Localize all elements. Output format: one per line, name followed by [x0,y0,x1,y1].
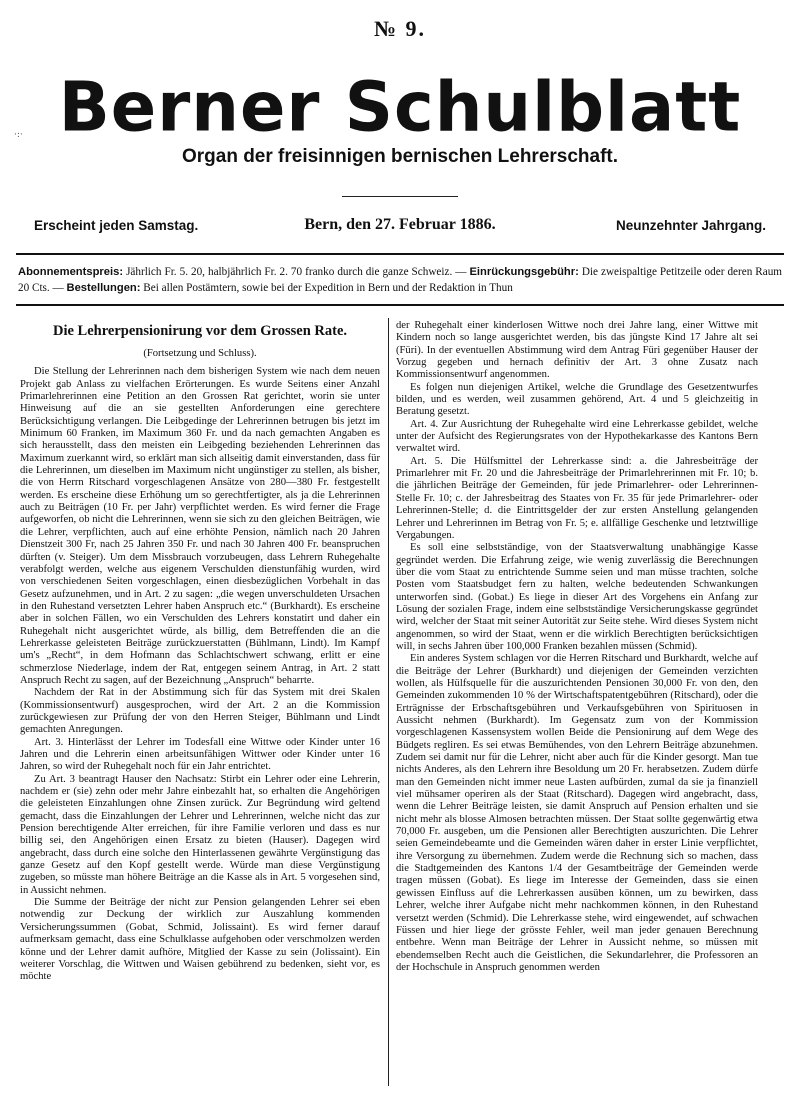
advertising-label: Einrückungsgebühr: [469,266,579,278]
masthead-subtitle: Organ der freisinnigen bernischen Lehrerschaft. [181,146,619,167]
masthead-title: Berner Schulblatt [58,67,742,147]
publication-date: Bern, den 27. Februar 1886. [304,216,496,233]
article-paragraph: Zu Art. 3 beantragt Hauser den Nachsatz: Stirbt ein Lehrer oder eine Lehrerin, nachdem er (sie) zehn oder mehr Jahre einbezahlt hat, so erhalten die Angehörigen die geleisteten Einzahlungen ohne Zinsen zurück. Zur Begründung wird geltend gemacht, dass die Einzahlungen der Lehrer und Lehrerinnen, welche nicht das zur Pension berechtigende Alter erreichen, für ihre Familie verloren und dass es nur billig sei, den Angehörigen einen Ersatz zu bieten (Hauser). Dagegen wird angebracht, dass durch eine solche den Hinterlassenen gewährte Vergünstigung das ganze Gesetz auf den Kopf gestellt werde. Würde man diese Vergünstigung zugeben, so müsste man höhere Beiträge an die Kasse als in Art. 5 vorgesehen sind, in Aussicht nehmen. [20,773,380,896]
print-speck: ·:· [14,130,23,140]
article-paragraph: Ein anderes System schlagen vor die Herren Ritschard und Burkhardt, welche auf die Beiträge der Lehrer (Burkhardt) und diejenigen der Gemeinden verzichten wollen, als Hülfsquelle für die auszurichtenden Pensionen 30,000 Fr. von den, den Gemeinden zukommenden 10 % der Wirtschaftspatentgebühren (Ritschard), oder die Erträgnisse der Erbschaftsgebühren und Verkaufsgebühren von Spirituosen in Aussicht nehmen (Burkhardt). Im Gegensatz zum von der Kommission vorgeschlagenen Kassensystem wollen Beide die Pensionirung auf dem Wege des Büdgets regliren. Es sei etwas Bemühendes, von den Lehrern Beiträge abzunehmen. Zudem sei damit nur für die Lehrer, nicht aber auch für die Kinder gesorgt. Man tue nichts Anderes, als den Lehrern ihre Besoldung um 20 Fr. herabsetzen. Zudem dürfe man den Gemeinden nicht immer neue Lasten aufbürden, zumal da sie ja finanziell viel mühsamer operiren als der Staat (Ritschard). Dagegen wird angebracht, dass, wenn die Lehrer Beiträge leisten, sie damit Anspruch auf Pension erhalten und sie nicht mehr als blosse Almosen betrachten müssen. Der Staat sollte gegenwärtig etwa 70,000 Fr. ausgeben, um die Pensionen aller Berechtigten auszurichten. Die Lehrer seien Gemeindebeamte und die Gemeinden wären daher in erster Linie verpflichtet, ihre Versorgung zu übernehmen. Zudem werde die Rechnung sich so machen, dass die Stadtgemeinden des Kantons 1/4 der Gesamtbeiträge der Gemeinden werde tragen müssen (Gobat). Es liege im Interesse der Gemeinden, dass sie einen gewissen Einfluss auf die Lehrerkassen ausüben können, um zu bewirken, dass Lehrer, welche ihrer Aufgabe nicht mehr nachkommen können, in den Ruhestand versetzt werden (Schmid). Die Lehrerkasse stehe, wird eingewendet, auf schwachen Füssen und hier liege der grösste Fehler, weil man jeder genauen Berechnung entbehre. Wenn man Beiträge der Lehrer in Aussicht nehme, so müssen mit ebendemselben Recht auch die Geistlichen, die Sekundarlehrer, die Professoren an der Hochschule in Anspruch genommen werden [396,653,758,973]
article-paragraph: Es folgen nun diejenigen Artikel, welche die Grundlage des Gesetzentwurfes bilden, und es werden, weil zusammen gehörend, Art. 4 und 5 gleichzeitig in Beratung gesetzt. [396,381,758,418]
article-paragraph: der Ruhegehalt einer kinderlosen Wittwe noch drei Jahre lang, einer Wittwe mit Kindern noch so lange ausgerichtet werden, bis das jüngste Kind 17 Jahre alt sei (Füri). In der eventuellen Abstimmung wird dem Antrag Füri gegenüber Hauser der Vorzug gegeben und hernach definitiv der Art. 3 ohne Zusatz nach Kommissionsentwurf angenommen. [396,320,758,381]
article-paragraph: Art. 3. Hinterlässt der Lehrer im Todesfall eine Wittwe oder Kinder unter 16 Jahren und die Lehrerin einen arbeitsunfähigen Wittwer oder Kinder unter 16 Jahren, so wird der Ruhegehalt noch für ein Jahr entrichtet. [20,736,380,773]
advertising-text: Die zweispaltige Petitzeile oder deren Raum 20 Cts. — [18,266,783,294]
divider [342,196,458,197]
article-paragraph: Die Stellung der Lehrerinnen nach dem bisherigen System wie nach dem neuen Projekt gab Anlass zu vielfachen Erörterungen. Es wurde Seitens einer Anzahl Primarlehrerinnen eine Petition an den Grossen Rat gerichtet, worin sie unter Hinweisung auf die an sie gestellten Anforderungen eine gerechtere Berücksichtigung verlangen. Die Leibgedinge der Lehrerinnen betrugen bis jetzt im Minimum 60 Franken, im Maximum 360 Fr. und da nach gemachten Angaben es sich herausstellt, dass den meisten ein Leibgeding beziehenden Lehrerinnen das Maximum zuerkannt wird, so erklärt man sich allseitig damit einverstanden, dass für die Lehrerinnen, um dieselben im Maximum nicht ungünstiger zu stellen, als bisher, die von Herrn Ritschard vorgeschlagenen Ansätze von 280—380 Fr. festgestellt werden. Es erscheine diese Erhöhung um so gerechtfertigter, als ja die Lehrerinnen auch zu Beiträgen (10 Fr. per Jahr) verpflichtet werden. Es wird ferner die Frage aufgeworfen, ob nicht die Lehrerinnen, wenn sie sich zu den gleichen Beiträgen, wie die Lehrer, verpflichten, auch auf eine erhöhte Pension, nämlich nach 20 Jahren Dienstzeit 300 Fr, nach 25 Jahren 350 Fr. und nach 30 Jahren 400 Fr. beanspruchen dürften (v. Steiger). Um dem Missbrauch vorzubeugen, dass Lehrern Ruhegehalte verabfolgt werden, welche aus eigenem Verschulden dienstunfähig wurden, wird von verschiedenen Seiten vorgeschlagen, einen diesbezüglichen Vorbehalt in das Gesetz aufzunehmen, und in Art. 2 zu sagen: „die wegen unverschuldeten Ursachen in den Ruhestand versetzten Lehrer haben Anspruch etc.“ (Burkhardt). Es erscheine aber in solchen Fällen, wo ein Verschulden des Lehrers konstatirt und daher ein Ruhegehalt nicht ausgerichtet würde, als billig, dem Betreffenden die an die Lehrerkasse geleisteten Beiträge zurückzuerstatten (Bühlmann, Lindt). Im Kampf um's „Recht“, in dem Hofmann das Schlachtschwert schwang, erlitt er eine schmerzlose Niederlage, indem der Rat, entgegen seinem Antrag, in Art. 2 statt Anspruch Recht zu sagen, auf der Bezeichnung „Anspruch“ beharrte. [20,366,380,686]
publication-volume: Neunzehnter Jahrgang. [615,218,766,233]
article-column-right [396,320,758,974]
divider [16,304,784,306]
column-divider [388,318,389,1086]
publication-frequency: Erscheint jeden Samstag. [34,218,199,233]
subscription-text: Jährlich Fr. 5. 20, halbjährlich Fr. 2. 70 franko durch die ganze Schweiz. — [123,266,470,278]
issue-number: № 9. [373,16,427,41]
article-paragraph: Es soll eine selbstständige, von der Staatsverwaltung unabhängige Kasse gegründet werden. Die Erfahrung zeige, wie wenig zuverlässig die Berechnungen über die vom Staat zu entrichtende Summe seien und man müsse trachten, solche Posten vom Staatsbudget fern zu halten, welche bedeutenden Schwankungen unterworfen sind. (Gobat.) Es liege in dieser Art des Vorgehens ein Anfang zur Lösung der sozialen Frage, indem eine selbstständige Versicherungskasse gegründet wird, welcher der Staat mit seiner Autorität zur Seite stehe. Wird dieses System nicht angenommen, so wird der Staat, wenn er die wirklich Berechtigten berücksichtigen will, in sechs Jahren über 100,000 Franken bezahlen müssen (Schmid). [396,542,758,652]
orders-label: Bestellungen: [66,282,141,294]
orders-text: Bei allen Postämtern, sowie bei der Expedition in Bern und der Redaktion in Thun [140,282,513,294]
subscription-label: Abonnementspreis: [18,266,124,278]
article-paragraph: Die Summe der Beiträge der nicht zur Pension gelangenden Lehrer sei eben notwendig zur Deckung der wirklich zur Auszahlung kommenden Versicherungssummen (Gobat, Schmid, Jolissaint). Es wird ferner darauf aufmerksam gemacht, dass eine Schulklasse aufgehoben oder verschmolzen werden könne und der Lehrer damit aufhöre, Mitglied der Kasse zu sein (Jolissaint). Ein weiterer Vorschlag, die Wittwen und Waisen gebührend zu bedenken, sieht vor, es möchte [20,897,380,983]
article-paragraph: Art. 5. Die Hülfsmittel der Lehrerkasse sind: a. die Jahresbeiträge der Primarlehrer mit Fr. 20 und die Jahresbeiträge der Primarlehrerinnen mit Fr. 10; b. die jährlichen Beiträge der Gemeinden, für jede Primarlehrer- oder Lehrerinnen-Stelle Fr. 10; c. der Jahresbeitrag des Staates von Fr. 35 für jede Primarlehrer- oder Lehrerinnen-Stelle; d. die Eintrittsgelder der zur ersten Anstellung gelangenden Lehrer und Lehrerinnen im Betrag von Fr. 5; e. allfällige Geschenke und letztwillige Vergabungen. [396,455,758,541]
article-continuation-note: (Fortsetzung und Schluss). [143,348,257,359]
divider [16,253,784,255]
article-paragraph: Art. 4. Zur Ausrichtung der Ruhegehalte wird eine Lehrerkasse gebildet, welche unter der Aufsicht des Regierungsrates von der Hypothekarkasse des Kantons Bern verwaltet wird. [396,418,758,455]
article-paragraph: Nachdem der Rat in der Abstimmung sich für das System mit drei Skalen (Kommissionsentwurf) ausgesprochen, wird der Art. 2 an die Kommission zurückgewiesen zur Prüfung der von den Herren Steiger, Bühlmann und Lindt gemachten Anregungen. [20,687,380,736]
article-column-left [20,318,380,984]
subscription-notice [18,264,782,296]
article-headline: Die Lehrerpensionirung vor dem Grossen Rate. [52,323,348,339]
